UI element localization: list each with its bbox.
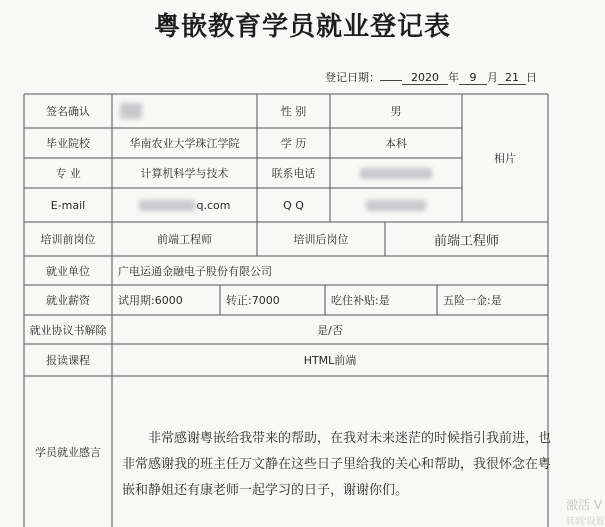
- qq-value: [330, 188, 462, 222]
- date-label: 登记日期：: [325, 71, 380, 84]
- activation-watermark: 激活 V: [566, 498, 603, 512]
- date-month: 9: [459, 71, 487, 85]
- gender-value: 男: [390, 105, 402, 118]
- activation-watermark-sub: 转到'设置: [566, 517, 605, 527]
- sign-label: 签名确认: [46, 105, 90, 118]
- pre-job-value: 前端工程师: [157, 233, 212, 246]
- course-label: 报读课程: [46, 354, 90, 367]
- feedback-label: 学员就业感言: [35, 445, 101, 459]
- phone-label: 联系电话: [271, 167, 316, 180]
- employer-value: 广电运通金融电子股份有限公司: [118, 264, 272, 278]
- major-label: 专 业: [55, 167, 81, 180]
- email-redacted: [139, 200, 195, 211]
- course-value: HTML前端: [303, 354, 357, 367]
- agreement-label: 就业协议书解除: [29, 323, 107, 337]
- school-value: 华南农业大学珠江学院: [129, 137, 240, 150]
- post-job-value: 前端工程师: [433, 233, 499, 249]
- photo-label: 相片: [494, 152, 516, 165]
- form-title: 粤嵌教育学员就业登记表: [153, 12, 451, 42]
- social-insurance: 五险一金:是: [443, 294, 502, 307]
- email-domain: q.com: [196, 198, 231, 212]
- pre-job-label: 培训前岗位: [40, 233, 96, 246]
- meal-allowance: 吃住补贴:是: [331, 294, 390, 307]
- probation-salary: 试用期:6000: [118, 294, 183, 307]
- date-day-unit: 日: [526, 71, 537, 84]
- qq-redacted: [366, 200, 426, 211]
- date-month-unit: 月: [487, 71, 498, 84]
- post-job-label: 培训后岗位: [293, 233, 349, 246]
- date-year: 2020: [402, 71, 448, 85]
- employer-label: 就业单位: [46, 264, 90, 278]
- major-value: 计算机科学与技术: [140, 167, 229, 180]
- school-label: 毕业院校: [46, 137, 90, 150]
- signature-field: [112, 94, 257, 128]
- phone-redacted: [360, 168, 432, 179]
- gender-label: 性 别: [280, 105, 307, 118]
- registration-date: [325, 69, 537, 85]
- date-prefix-blank: [380, 80, 402, 81]
- date-day: 21: [498, 71, 526, 85]
- signature-redacted: [120, 103, 142, 119]
- agreement-value: 是/否: [317, 323, 343, 337]
- regular-salary: 转正:7000: [226, 294, 280, 307]
- phone-value: [330, 158, 462, 188]
- degree-label: 学 历: [280, 137, 307, 150]
- degree-value: 本科: [385, 137, 407, 150]
- qq-label: Q Q: [283, 198, 304, 212]
- email-label: E-mail: [50, 198, 86, 212]
- feedback-text: 非常感谢粤嵌给我带来的帮助，在我对未来迷茫的时候指引我前进，也非常感谢我的班主任万文静在这些日子里给我的关心和帮助，我很怀念在粤嵌和静姐还有康老师一起学习的日子，谢谢你们。: [122, 431, 552, 498]
- date-year-unit: 年: [448, 71, 459, 84]
- email-value: [112, 188, 257, 222]
- salary-label: 就业薪资: [46, 294, 90, 307]
